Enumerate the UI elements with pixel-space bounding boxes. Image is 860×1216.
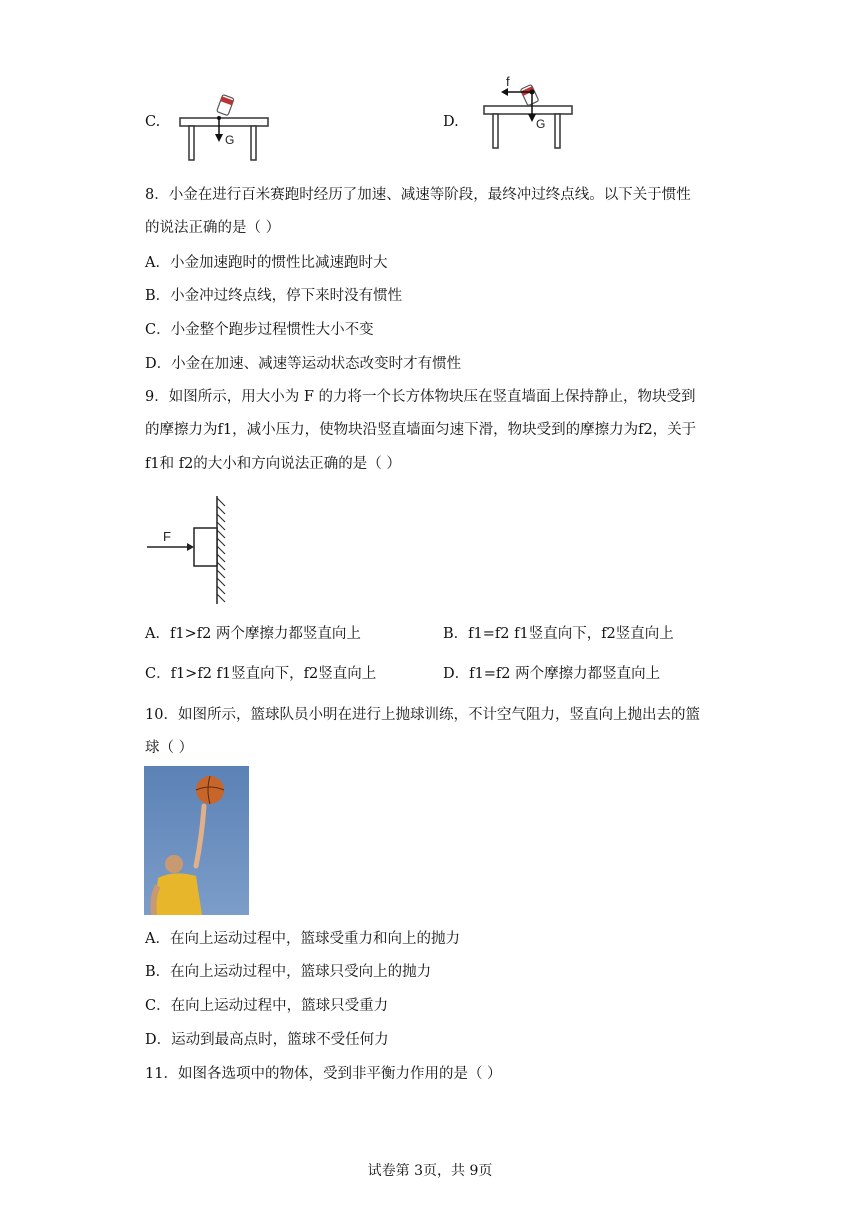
block — [194, 528, 217, 566]
q9-option-a: A．f1>f2 两个摩擦力都竖直向上 — [145, 626, 361, 642]
page-footer: 试卷第 3页，共 9页 — [367, 1163, 493, 1179]
q7-option-c-letter: C. — [145, 114, 161, 130]
q9-option-d: D．f1=f2 两个摩擦力都竖直向上 — [443, 666, 661, 682]
q8-option-c: C．小金整个跑步过程惯性大小不变 — [145, 322, 374, 338]
q7-figure-d — [478, 72, 578, 156]
q10-option-d: D．运动到最高点时，篮球不受任何力 — [145, 1032, 389, 1048]
tilted-cup-icon — [217, 95, 234, 116]
q7-option-d-letter: D. — [443, 114, 459, 130]
fig-d-f-label: f — [506, 74, 510, 89]
fig-c-g-label: G — [225, 133, 235, 147]
q9-stem-line2: 的摩擦力为f1，减小压力，使物块沿竖直墙面匀速下滑，物块受到的摩擦力为f2，关于 — [145, 422, 697, 438]
q10-option-b: B．在向上运动过程中，篮球只受向上的抛力 — [145, 964, 432, 980]
q10-stem-line1: 10．如图所示，篮球队员小明在进行上抛球训练，不计空气阻力，竖直向上抛出去的篮 — [145, 707, 700, 723]
q9-stem-line1: 9．如图所示，用大小为 F 的力将一个长方体物块压在竖直墙面上保持静止，物块受到 — [145, 389, 696, 405]
q9-option-c: C．f1>f2 f1竖直向下，f2竖直向上 — [145, 666, 377, 682]
q11-stem-line1: 11．如图各选项中的物体，受到非平衡力作用的是（ ） — [145, 1066, 502, 1082]
fig-d-g-label: G — [536, 117, 546, 131]
tilted-cup-icon — [520, 84, 538, 105]
q7-figure-c — [175, 92, 275, 164]
force-f-label: F — [163, 529, 171, 544]
q10-option-a: A．在向上运动过程中，篮球受重力和向上的抛力 — [145, 931, 460, 947]
q8-stem-line2: 的说法正确的是（ ） — [145, 220, 281, 236]
q10-option-c: C．在向上运动过程中，篮球只受重力 — [145, 998, 389, 1014]
basketball-player-photo — [144, 766, 249, 915]
q10-stem-line2: 球（ ） — [145, 740, 194, 756]
q8-option-d: D．小金在加速、减速等运动状态改变时才有惯性 — [145, 356, 462, 372]
q9-wall-block-figure — [145, 494, 240, 606]
q8-option-b: B．小金冲过终点线，停下来时没有惯性 — [145, 288, 403, 304]
q9-stem-line3: f1和 f2的大小和方向说法正确的是（ ） — [145, 456, 401, 472]
q8-stem-line1: 8．小金在进行百米赛跑时经历了加速、减速等阶段，最终冲过终点线。以下关于惯性 — [145, 187, 691, 203]
q8-option-a: A．小金加速跑时的惯性比减速跑时大 — [145, 255, 388, 271]
q9-option-b: B．f1=f2 f1竖直向下，f2竖直向上 — [443, 626, 674, 642]
